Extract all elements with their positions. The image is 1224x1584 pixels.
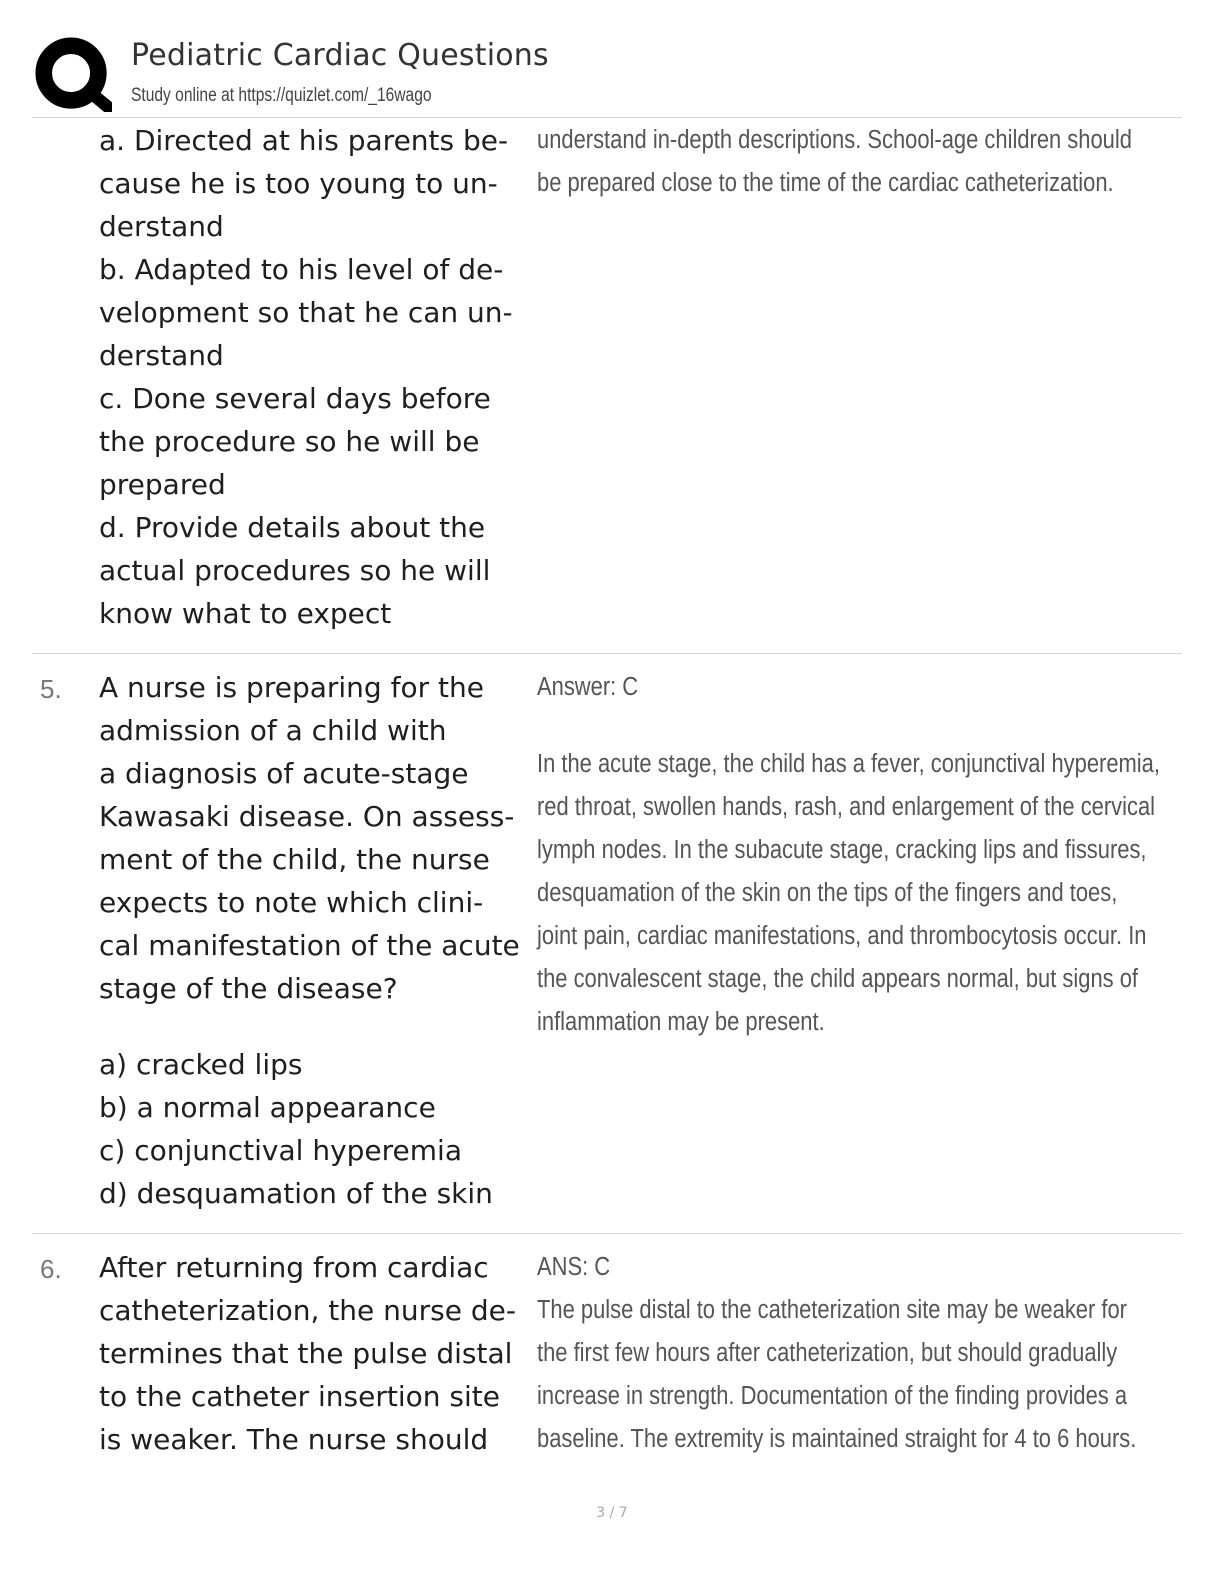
page-title: Pediatric Cardiac Questions [131, 38, 549, 73]
answer-text: The pulse distal to the catheterization site may be weaker for the first few hours after catheterization, but should gradually increase in strength. Documentation of the finding provides a baseline. The extremity is maintained straight for 4 to 6 hours. [537, 1296, 1137, 1453]
question-text: A nurse is preparing for the admission of a child with a diagnosis of acute-stage Kawasaki disease. On assess- ment of the child, the nurse expects to note which clini- cal manifestation of the acute stage of the disease? [99, 671, 520, 1005]
page-header [30, 28, 1180, 118]
answer-text: In the acute stage, the child has a fever, conjunctival hyperemia, red throat, swollen hands, rash, and enlargement of the cervical lymph nodes. In the subacute stage, cracking lips and fissures, desquamation of the skin on the tips of the fingers and toes, joint pain, cardiac manifestations, and thrombocytosis occur. In the convalescent stage, the child appears normal, but signs of inflammation may be present. [537, 750, 1160, 1036]
page-number: 3 / 7 [596, 1505, 628, 1521]
quizlet-logo-icon [34, 36, 112, 114]
answer-options: a) cracked lips b) a normal appearance c) conjunctival hyperemia d) desquamation of the skin [99, 1048, 493, 1210]
answer-label: Answer: C [537, 673, 639, 701]
answer-text: understand in-depth descriptions. School-age children should be prepared close to the time of the cardiac catheterization. [537, 126, 1132, 197]
card-divider [32, 653, 1182, 654]
card-divider [32, 1233, 1182, 1234]
card-number: 5. [40, 674, 62, 704]
header-divider [32, 117, 1182, 118]
question-text: a. Directed at his parents be- cause he is too young to un- derstand b. Adapted to his level of de- velopment so that he can un- derstand c. Done several days before the procedure so he will be prepared d. Provide details about the actual procedures so he will know what to expect [99, 124, 513, 630]
study-link[interactable]: Study online at https://quizlet.com/_16wago [131, 85, 432, 106]
question-text: After returning from cardiac catheterization, the nurse de- termines that the pulse distal to the catheter insertion site is weaker. The nurse should [99, 1251, 516, 1456]
answer-label: ANS: C [537, 1253, 611, 1281]
card-number: 6. [40, 1254, 62, 1284]
